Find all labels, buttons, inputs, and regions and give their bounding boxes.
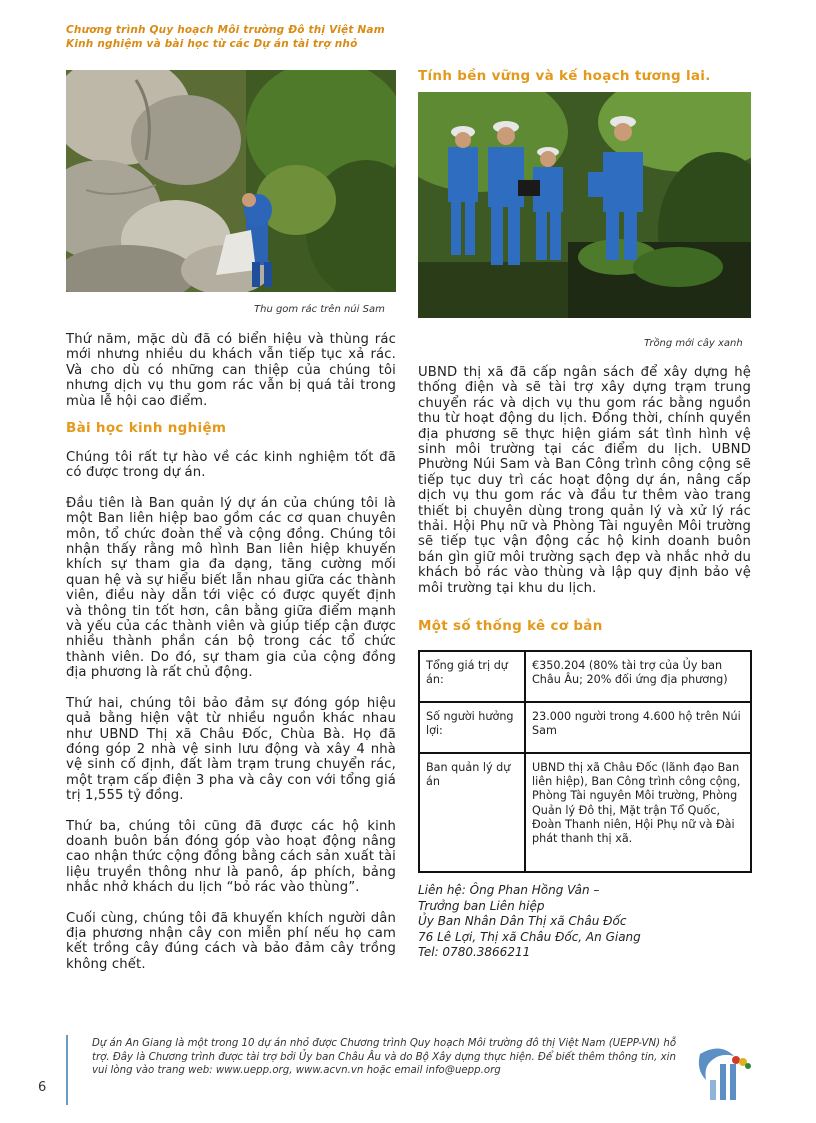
sustainability-text-block bbox=[418, 365, 751, 611]
stats-value: UBND thị xã Châu Đốc (lãnh đạo Ban liên hiệp), Ban Công trình công cộng, Phòng Tài nguyên Môi trường, Phòng Quản lý Đô thị, Mặt trận Tổ Quốc, Đoàn Thanh niên, Hội Phụ nữ và Đài phát thanh thị xã. bbox=[525, 753, 751, 872]
photo-tree-planting bbox=[418, 92, 751, 318]
stats-label: Ban quản lý dự án bbox=[419, 753, 525, 872]
lessons-heading: Bài học kinh nghiệm bbox=[66, 420, 227, 436]
uepp-logo bbox=[690, 1040, 754, 1104]
contact-line: 76 Lê Lợi, Thị xã Châu Đốc, An Giang bbox=[418, 929, 641, 944]
lessons-paragraph-1: Chúng tôi rất tự hào về các kinh nghiệm tốt đã có được trong dự án. bbox=[66, 450, 396, 481]
stats-label: Tổng giá trị dự án: bbox=[419, 651, 525, 702]
intro-paragraph: Thứ năm, mặc dù đã có biển hiệu và thùng rác mới nhưng nhiều du khách vẫn tiếp tục xả rác. Và cho dù có những can thiệp của chúng tôi nhưng dịch vụ thu gom rác vẫn bị quá tải trong mùa lễ hội cao điểm. bbox=[66, 332, 396, 409]
footer-text: Dự án An Giang là một trong 10 dự án nhỏ được Chương trình Quy hoạch Môi trường đô thị Việt Nam (UEPP-VN) hỗ trợ. Đây là Chương trình được tài trợ bởi Ủy ban Châu Âu và do Bộ Xây dựng thực hiện. Để biết thêm thông tin, xin vui lòng vào trang web: www.uepp.org, www.acvn.vn hoặc email info@uepp.org bbox=[92, 1038, 677, 1077]
sustainability-heading: Tính bền vững và kế hoạch tương lai. bbox=[418, 68, 711, 84]
left-text-block bbox=[66, 332, 396, 424]
contact-line: Ủy Ban Nhân Dân Thị xã Châu Đốc bbox=[418, 914, 627, 929]
header-title: Chương trình Quy hoạch Môi trường Đô thị Việt Nam bbox=[66, 24, 385, 36]
stats-row bbox=[419, 702, 751, 753]
lessons-paragraph-3: Thứ hai, chúng tôi bảo đảm sự đóng góp hiệu quả bằng hiện vật từ nhiều nguồn khác nhau như UBND Thị xã Châu Đốc, Chùa Bà. Họ đã đóng góp 2 nhà vệ sinh lưu động và xây 4 nhà vệ sinh cố định, đất làm trạm trung chuyển rác, một trạm cấp điện 3 pha và cây con với tổng giá trị 1,555 tỷ đồng. bbox=[66, 695, 396, 804]
lessons-paragraph-4: Thứ ba, chúng tôi cũng đã được các hộ kinh doanh buôn bán đóng góp vào hoạt động nâng cao nhận thức cộng đồng bằng cách sản xuất tài liệu truyền thông như là panô, áp phích, bảng nhắc nhở khách du lịch “bỏ rác vào thùng”. bbox=[66, 818, 396, 896]
lessons-paragraph-5: Cuối cùng, chúng tôi đã khuyến khích người dân địa phương nhận cây con miễn phí nếu họ cam kết trồng cây đúng cách và bảo đảm cây trồng không chết. bbox=[66, 910, 396, 972]
stats-row bbox=[419, 753, 751, 872]
page-number: 6 bbox=[38, 1080, 47, 1095]
lessons-text-block bbox=[66, 450, 396, 987]
stats-label: Số người hưởng lợi: bbox=[419, 702, 525, 753]
contact-line: Liên hệ: Ông Phan Hồng Vân – bbox=[418, 883, 600, 897]
stats-table bbox=[418, 650, 752, 873]
stats-value: 23.000 người trong 4.600 hộ trên Núi Sam bbox=[525, 702, 751, 753]
lessons-paragraph-2: Đầu tiên là Ban quản lý dự án của chúng tôi là một Ban liên hiệp bao gồm các cơ quan chuyên môn, tổ chức đoàn thể và cộng đồng. Chúng tôi nhận thấy rằng mô hình Ban liên hiệp khuyến khích sự tham gia đa dạng, tăng cường mối quan hệ và sự hiểu biết lẫn nhau giữa các thành viên, điều này dẫn tới việc có được quyết định và thông tin tốt hơn, cân bằng giữa điểm mạnh và yếu của các thành viên và giúp tiếp cận được nhiều thành phần cán bộ trong các tổ chức thành viên. Do đó, sự tham gia của cộng đồng địa phương là rất chủ động. bbox=[66, 495, 396, 681]
left-photo-caption: Thu gom rác trên núi Sam bbox=[254, 304, 385, 315]
photo-garbage-collection bbox=[66, 70, 396, 292]
stats-heading: Một số thống kê cơ bản bbox=[418, 618, 603, 634]
right-photo-caption: Trồng mới cây xanh bbox=[644, 338, 743, 349]
photo-garbage-collection-image bbox=[66, 70, 396, 292]
sustainability-paragraph: UBND thị xã đã cấp ngân sách để xây dựng hệ thống điện và sẽ tài trợ xây dựng trạm trung chuyển rác và dịch vụ thu gom rác bằng nguồn thu từ hoạt động du lịch. Đồng thời, chính quyền địa phương sẽ thực hiện giám sát tình hình vệ sinh môi trường tại các điểm du lịch. UBND Phường Núi Sam và Ban Công trình công cộng sẽ tiếp tục duy trì các hoạt động dự án, nâng cấp dịch vụ thu gom rác và đầu tư thêm vào trang thiết bị chuyên dùng trong quản lý và xử lý rác thải. Hội Phụ nữ và Phòng Tài nguyên Môi trường sẽ tiếp tục vận động các hộ kinh doanh buôn bán gìn giữ môi trường sạch đẹp và nhắc nhở du khách bỏ rác vào thùng và lập quy định bảo vệ môi trường tại khu du lịch. bbox=[418, 365, 751, 596]
contact-line: Trưởng ban Liên hiệp bbox=[418, 898, 545, 913]
contact-block bbox=[418, 883, 641, 961]
stats-row bbox=[419, 651, 751, 702]
uepp-logo-graphic bbox=[690, 1040, 754, 1104]
stats-value: €350.204 (80% tài trợ của Ủy ban Châu Âu; 20% đối ứng địa phương) bbox=[525, 651, 751, 702]
header-subtitle: Kinh nghiệm và bài học từ các Dự án tài trợ nhỏ bbox=[66, 38, 358, 50]
photo-tree-planting-image bbox=[418, 92, 751, 318]
footer-rule bbox=[66, 1035, 68, 1105]
contact-line: Tel: 0780.3866211 bbox=[418, 945, 531, 960]
